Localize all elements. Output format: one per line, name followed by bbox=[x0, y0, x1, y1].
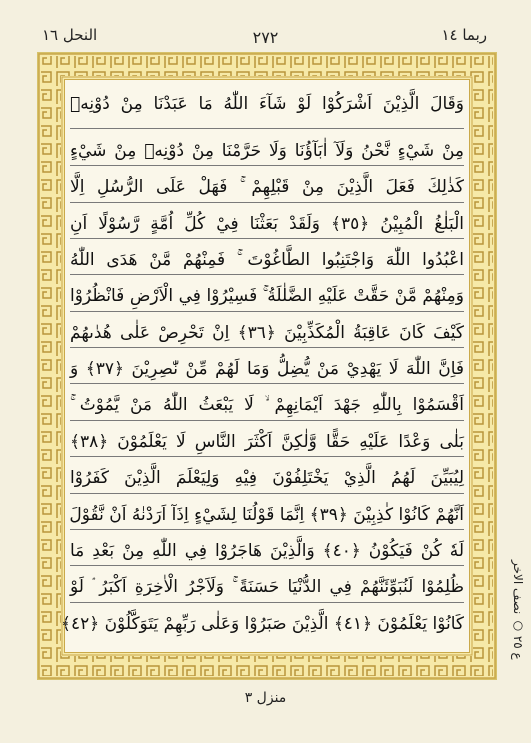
verse-line-3: كَذٰلِكَ فَعَلَ الَّذِيْنَ مِنْ قَبْلِهِمْ ۚ فَهَلْ عَلَى الرُّسُلِ اِلَّا bbox=[70, 177, 464, 197]
verse-line-5: اعْبُدُوا اللّٰهَ وَاجْتَنِبُوا الطَّاغُوْتَ ۚ فَمِنْهُمْ مَّنْ هَدَى اللّٰهُ bbox=[70, 250, 464, 270]
manzil-footer: منزل ٣ bbox=[244, 690, 287, 706]
verse-line-8: فَاِنَّ اللّٰهَ لَا يَهْدِيْ مَنْ يُّضِلُّ وَمَا لَهُمْ مِّنْ نّٰصِرِيْنَ ﴿٣٧﴾ وَ bbox=[70, 359, 464, 379]
verse-line-7: كَيْفَ كَانَ عَاقِبَةُ الْمُكَذِّبِيْنَ ﴿٣٦﴾ اِنْ تَحْرِصْ عَلٰى هُدٰىهُمْ bbox=[70, 323, 464, 343]
surah-name-header: النحل ١٦ bbox=[42, 26, 98, 44]
juz-name-header: ربما ١٤ bbox=[441, 26, 487, 44]
margin-ruku-note: ع ٢٥ ○ نصف الاخر bbox=[511, 560, 525, 660]
verse-line-15: كَانُوْا يَعْلَمُوْنَ ﴿٤١﴾ الَّذِيْنَ صَبَرُوْا وَعَلٰى رَبِّهِمْ يَتَوَكَّلُوْنَ ﴿٤٢﴾ bbox=[60, 614, 464, 634]
verse-line-10: بَلٰى وَعْدًا عَلَيْهِ حَقًّا وَّلٰكِنَّ اَكْثَرَ النَّاسِ لَا يَعْلَمُوْنَ ﴿٣٨﴾ bbox=[70, 432, 464, 452]
verse-line-14: ظُلِمُوْا لَنُبَوِّئَنَّهُمْ فِي الدُّنْيَا حَسَنَةً ۚ وَلَاَجْرُ الْاٰخِرَةِ اَكْبَرُ ۘ لَوْ bbox=[70, 577, 464, 597]
page-number: ٢٧٢ bbox=[252, 28, 279, 47]
verse-line-9: اَقْسَمُوْا بِاللّٰهِ جَهْدَ اَيْمَانِهِمْ ۙ لَا يَبْعَثُ اللّٰهُ مَنْ يَّمُوْتُ ۚ bbox=[70, 395, 464, 415]
verse-line-4: الْبَلٰغُ الْمُبِيْنُ ﴿٣٥﴾ وَلَقَدْ بَعَثْنَا فِيْ كُلِّ اُمَّةٍ رَّسُوْلًا اَنِ bbox=[70, 214, 464, 234]
verse-line-6: وَمِنْهُمْ مَّنْ حَقَّتْ عَلَيْهِ الضَّلٰلَةُ ۚ فَسِيْرُوْا فِي الْاَرْضِ فَانْظُرُوْا bbox=[70, 286, 464, 306]
verse-line-1: وَقَالَ الَّذِيْنَ اَشْرَكُوْا لَوْ شَآءَ اللّٰهُ مَا عَبَدْنَا مِنْ دُوْنِهٖ bbox=[70, 94, 464, 114]
verse-line-2: مِنْ شَيْءٍ نَّحْنُ وَلَآ اٰبَآؤُنَا وَلَا حَرَّمْنَا مِنْ دُوْنِهٖ مِنْ شَيْءٍ bbox=[70, 141, 464, 161]
verse-line-12: اَنَّهُمْ كَانُوْا كٰذِبِيْنَ ﴿٣٩﴾ اِنَّمَا قَوْلُنَا لِشَيْءٍ اِذَآ اَرَدْنٰهُ اَنْ نَّقُوْلَ bbox=[69, 505, 464, 525]
verse-line-13: لَهٗ كُنْ فَيَكُوْنُ ﴿٤٠﴾ وَالَّذِيْنَ هَاجَرُوْا فِي اللّٰهِ مِنْ بَعْدِ مَا bbox=[70, 541, 465, 561]
verse-line-11: لِيُبَيِّنَ لَهُمُ الَّذِيْ يَخْتَلِفُوْنَ فِيْهِ وَلِيَعْلَمَ الَّذِيْنَ كَفَرُوْا bbox=[70, 468, 464, 488]
